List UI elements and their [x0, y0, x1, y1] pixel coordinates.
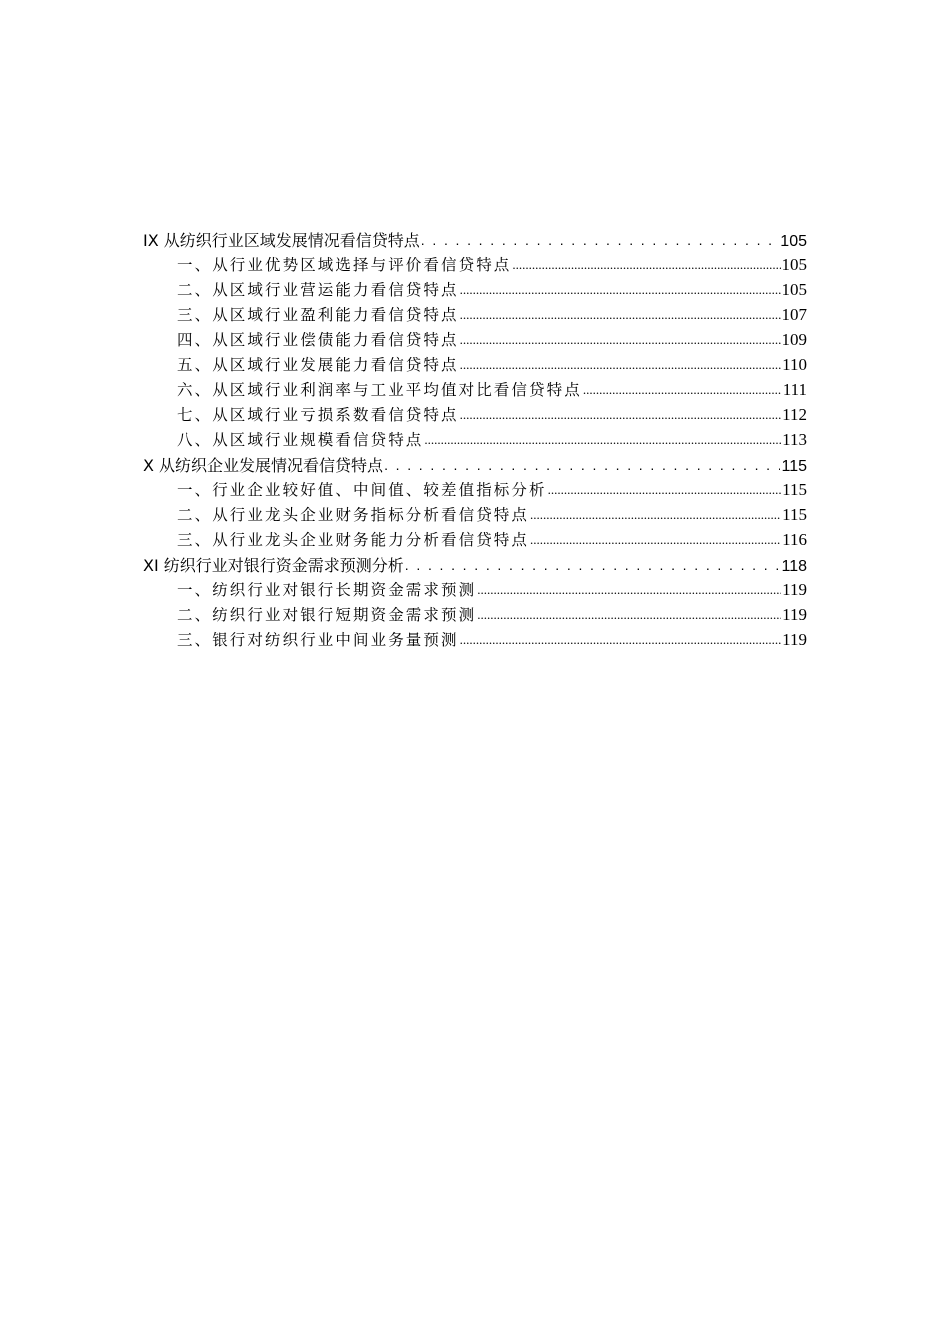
toc-entry-title: 五、从区域行业发展能力看信贷特点 — [177, 356, 459, 374]
toc-section[interactable] — [143, 578, 807, 603]
dot-leader — [424, 428, 781, 453]
toc-page-number: 118 — [781, 558, 807, 575]
toc-entry-title: XI 纺织行业对银行资金需求预测分析 — [143, 556, 404, 575]
toc-entry-title: IX 从纺织行业区域发展情况看信贷特点 — [143, 231, 420, 250]
dot-leader — [384, 453, 780, 478]
toc-entry-title: 七、从区域行业亏损系数看信贷特点 — [177, 406, 459, 424]
dot-leader — [460, 303, 781, 328]
toc-entry-title: 二、纺织行业对银行短期资金需求预测 — [177, 606, 477, 624]
toc-entry-title: 三、从行业龙头企业财务能力分析看信贷特点 — [177, 531, 530, 549]
toc-page-number: 105 — [781, 255, 807, 274]
toc-section[interactable] — [143, 303, 807, 328]
dot-leader — [405, 553, 781, 578]
toc-entry-title: 四、从区域行业偿债能力看信贷特点 — [177, 331, 459, 349]
toc-page-number: 111 — [782, 380, 807, 399]
dot-leader — [477, 578, 781, 603]
table-of-contents — [143, 228, 807, 653]
toc-page-number: 105 — [781, 280, 807, 299]
toc-section[interactable] — [143, 528, 807, 553]
toc-entry-title: 二、从区域行业营运能力看信贷特点 — [177, 281, 459, 299]
toc-section[interactable] — [143, 278, 807, 303]
toc-chapter-ix[interactable] — [143, 228, 807, 253]
toc-page-number: 115 — [782, 505, 807, 524]
dot-leader — [460, 403, 782, 428]
toc-section[interactable] — [143, 403, 807, 428]
toc-section[interactable] — [143, 328, 807, 353]
dot-leader — [512, 253, 780, 278]
dot-leader — [460, 353, 782, 378]
toc-entry-title: 一、从行业优势区域选择与评价看信贷特点 — [177, 256, 512, 274]
dot-leader — [530, 503, 781, 528]
toc-chapter-x[interactable] — [143, 453, 807, 478]
toc-entry-title: 三、银行对纺织行业中间业务量预测 — [177, 631, 459, 649]
dot-leader — [460, 328, 781, 353]
toc-page-number: 113 — [782, 430, 807, 449]
toc-section[interactable] — [143, 428, 807, 453]
toc-entry-title: X 从纺织企业发展情况看信贷特点 — [143, 456, 384, 475]
toc-section[interactable] — [143, 353, 807, 378]
toc-section[interactable] — [143, 603, 807, 628]
toc-entry-title: 一、纺织行业对银行长期资金需求预测 — [177, 581, 477, 599]
toc-entry-title: 二、从行业龙头企业财务指标分析看信贷特点 — [177, 506, 530, 524]
toc-page-number: 115 — [782, 480, 807, 499]
dot-leader — [421, 228, 780, 253]
toc-section[interactable] — [143, 253, 807, 278]
toc-page-number: 119 — [782, 605, 807, 624]
dot-leader — [548, 478, 782, 503]
toc-chapter-xi[interactable] — [143, 553, 807, 578]
toc-page-number: 116 — [782, 530, 807, 549]
toc-page-number: 119 — [782, 630, 807, 649]
toc-page-number: 105 — [780, 233, 807, 250]
toc-page-number: 107 — [781, 305, 807, 324]
toc-page-number: 115 — [781, 458, 807, 475]
dot-leader — [460, 278, 781, 303]
toc-section[interactable] — [143, 628, 807, 653]
toc-section[interactable] — [143, 503, 807, 528]
dot-leader — [460, 628, 782, 653]
toc-entry-title: 六、从区域行业利润率与工业平均值对比看信贷特点 — [177, 381, 582, 399]
toc-page-number: 112 — [782, 405, 807, 424]
dot-leader — [583, 378, 782, 403]
toc-entry-title: 八、从区域行业规模看信贷特点 — [177, 431, 424, 449]
toc-section[interactable] — [143, 378, 807, 403]
toc-page-number: 119 — [782, 580, 807, 599]
toc-entry-title: 一、行业企业较好值、中间值、较差值指标分析 — [177, 481, 547, 499]
toc-section[interactable] — [143, 478, 807, 503]
dot-leader — [530, 528, 781, 553]
toc-page-number: 110 — [782, 355, 807, 374]
toc-entry-title: 三、从区域行业盈利能力看信贷特点 — [177, 306, 459, 324]
dot-leader — [477, 603, 781, 628]
toc-page-number: 109 — [781, 330, 807, 349]
